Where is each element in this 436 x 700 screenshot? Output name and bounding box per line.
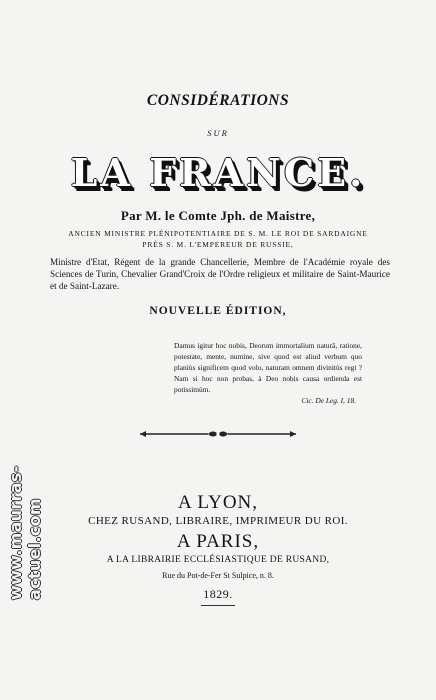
- watermark: www.maurras-actuel.com: [6, 465, 44, 600]
- author-byline: Par M. le Comte Jph. de Maistre,: [120, 208, 316, 223]
- title-sur: SUR: [207, 128, 229, 138]
- closing-rule: [201, 605, 235, 606]
- imprint-publisher-paris: A LA LIBRAIRIE ECCLÉSIASTIQUE DE RUSAND,: [106, 555, 330, 565]
- epigraph: [174, 340, 362, 406]
- epigraph-text: Damus igitur hoc nobis, Deorum immortalium naturâ, ratione, potestate, mente, numine, sive quod est aliud verbum quo planiùs significem quod volo, naturam omnem divinitùs regi ? Nam si hoc non probas, à Deo nobis causa ordienda est potissimùm.: [174, 341, 362, 394]
- imprint-city-lyon: A LYON,: [177, 492, 259, 513]
- author-title-line-1: ANCIEN MINISTRE PLÉNIPOTENTIAIRE DE S. M. LE ROI DE SARDAIGNE: [68, 229, 368, 238]
- ornament-divider-icon: [138, 428, 298, 440]
- epigraph-citation: Cic. De Leg. I, 18.: [301, 396, 356, 405]
- imprint-city-paris: A PARIS,: [176, 531, 260, 552]
- edition-label: NOUVELLE ÉDITION,: [149, 305, 287, 317]
- imprint-address: Rue du Pot-de-Fer St Sulpice, n. 8.: [162, 571, 274, 580]
- title-considerations: CONSIDÉRATIONS: [146, 92, 290, 109]
- author-roles: Ministre d'Etat, Régent de la grande Chancellerie, Membre de l'Académie royale des Sciences de Turin, Chevalier Grand'Croix de l'Ordre religieux et militaire de Saint-Maurice et de Saint-Lazare.: [50, 257, 390, 292]
- title-main: LA FRANCE.: [70, 150, 366, 195]
- author-title-line-2: PRÈS S. M. L'EMPEREUR DE RUSSIE,: [142, 240, 294, 249]
- imprint-publisher-lyon: CHEZ RUSAND, LIBRAIRE, IMPRIMEUR DU ROI.: [88, 515, 348, 527]
- imprint-year: 1829.: [203, 587, 233, 601]
